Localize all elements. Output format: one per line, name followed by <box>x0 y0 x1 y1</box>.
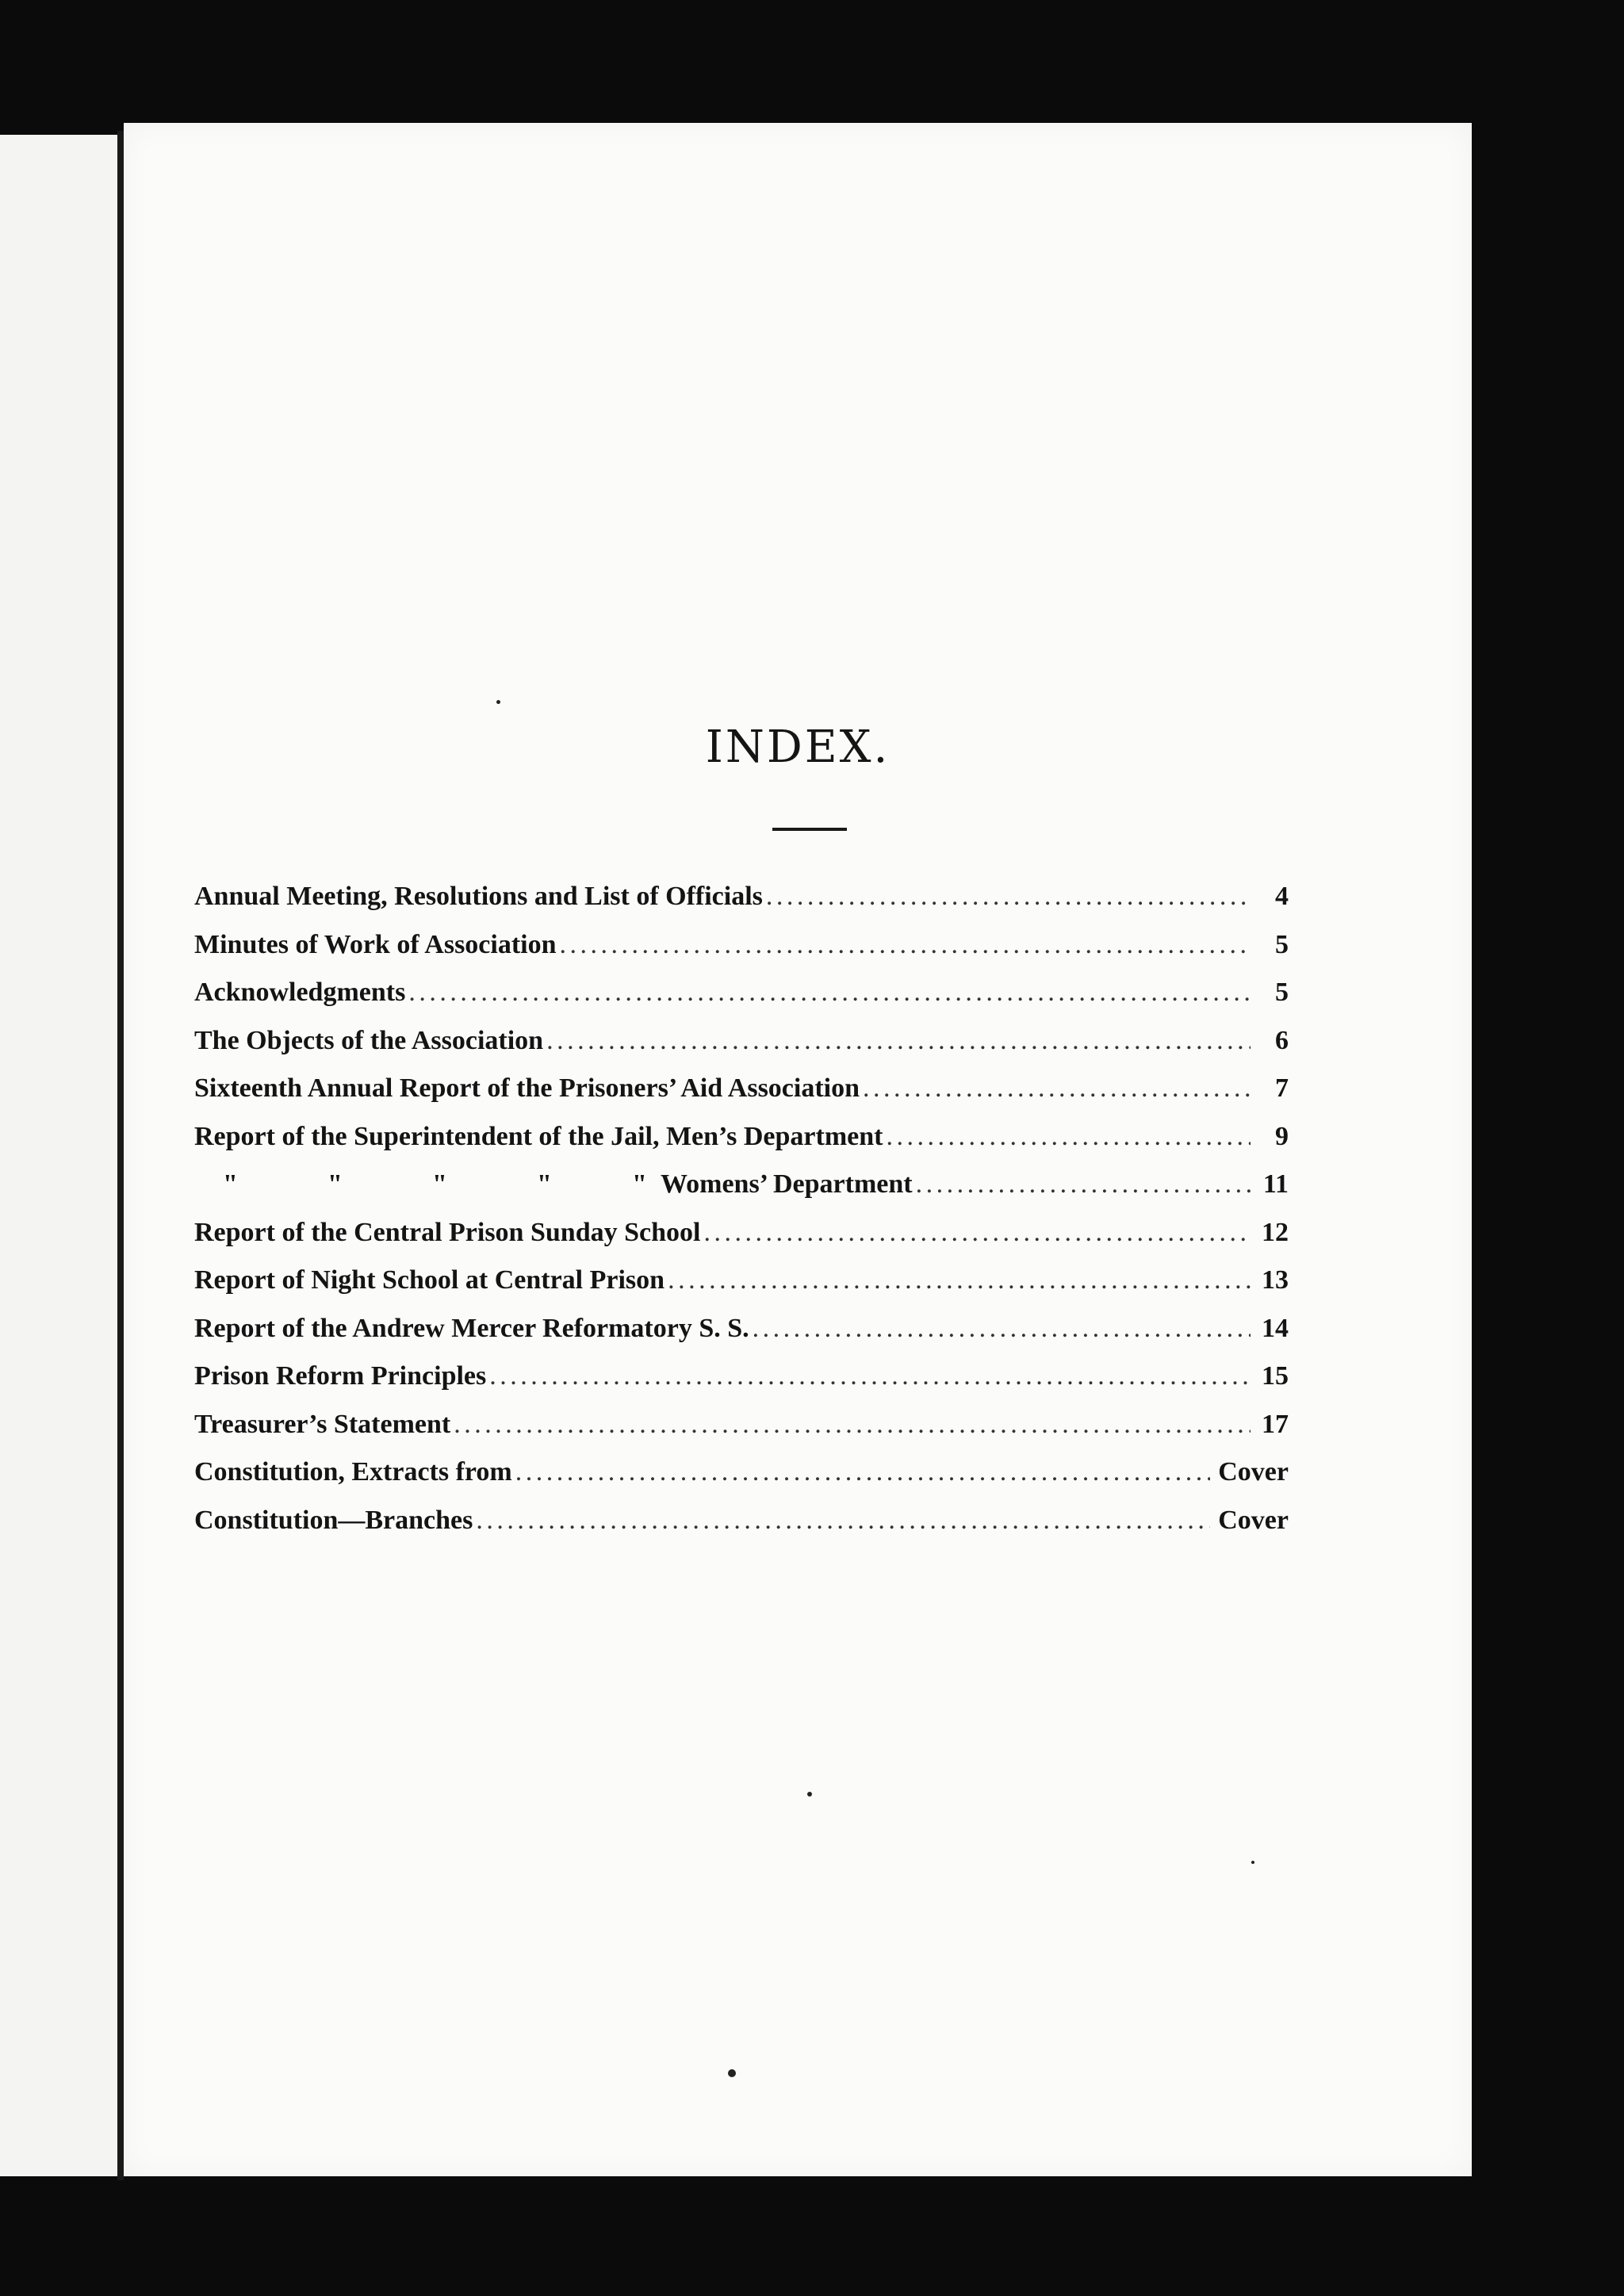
entry-page: 7 <box>1275 1073 1289 1103</box>
dot-leader <box>766 882 1251 912</box>
paper-speck <box>807 1792 812 1797</box>
index-entry <box>194 1026 1289 1074</box>
index-entry <box>194 1506 1289 1554</box>
entry-page: 13 <box>1262 1265 1289 1295</box>
index-entry <box>194 1122 1289 1170</box>
entry-title: Constitution—Branches <box>194 1505 473 1535</box>
paper-speck <box>1251 1861 1254 1864</box>
index-entry <box>194 930 1289 978</box>
entry-page: 4 <box>1275 882 1289 911</box>
index-list <box>194 882 1289 1553</box>
facing-page-edge <box>0 135 119 2176</box>
dot-leader <box>546 1026 1251 1056</box>
index-entry <box>194 1169 1289 1218</box>
entry-page: 9 <box>1275 1121 1289 1151</box>
paper-speck <box>496 700 500 704</box>
index-entry <box>194 1218 1289 1266</box>
dot-leader <box>863 1073 1251 1104</box>
dot-leader <box>916 1169 1251 1200</box>
entry-page: Cover <box>1218 1505 1289 1535</box>
entry-page: 15 <box>1262 1361 1289 1391</box>
ditto-mark: " <box>223 1169 238 1199</box>
dot-leader <box>560 930 1251 960</box>
ditto-mark: " <box>432 1169 447 1199</box>
entry-title: Sixteenth Annual Report of the Prisoners’ Aid Association <box>194 1073 860 1103</box>
entry-page: 14 <box>1262 1313 1289 1343</box>
index-entry <box>194 1457 1289 1506</box>
book-gutter <box>117 131 124 2180</box>
dot-leader <box>489 1361 1251 1391</box>
dot-leader <box>668 1265 1251 1295</box>
index-entry <box>194 882 1289 930</box>
dot-leader <box>753 1314 1251 1344</box>
entry-title-ditto <box>194 1169 913 1200</box>
ditto-mark: " <box>327 1169 343 1199</box>
page-title: INDEX. <box>705 721 891 773</box>
entry-title: Report of the Central Prison Sunday School <box>194 1217 701 1247</box>
index-entry <box>194 1265 1289 1314</box>
entry-title: Report of the Superintendent of the Jail, Men’s Department <box>194 1121 883 1151</box>
entry-title: The Objects of the Association <box>194 1025 544 1055</box>
index-entry <box>194 1073 1289 1122</box>
entry-title: Annual Meeting, Resolutions and List of Officials <box>194 882 763 911</box>
entry-page: 12 <box>1262 1217 1289 1247</box>
entry-page: 5 <box>1275 929 1289 959</box>
entry-title: Minutes of Work of Association <box>194 929 557 959</box>
dot-leader <box>408 978 1251 1008</box>
dot-leader <box>515 1457 1211 1487</box>
entry-title: Treasurer’s Statement <box>194 1409 451 1439</box>
entry-title: Constitution, Extracts from <box>194 1457 512 1487</box>
entry-title: Report of Night School at Central Prison <box>194 1265 665 1295</box>
ditto-mark: " <box>632 1169 647 1199</box>
index-entry <box>194 978 1289 1026</box>
index-entry <box>194 1361 1289 1410</box>
entry-page: Cover <box>1218 1457 1289 1487</box>
dot-leader <box>886 1122 1251 1152</box>
entry-title: Prison Reform Principles <box>194 1361 487 1391</box>
index-entry <box>194 1410 1289 1458</box>
index-entry <box>194 1314 1289 1362</box>
title-rule <box>772 828 847 831</box>
dot-leader <box>703 1218 1251 1248</box>
ditto-mark: " <box>537 1169 552 1199</box>
entry-page: 5 <box>1275 978 1289 1007</box>
entry-page: 11 <box>1262 1169 1289 1199</box>
entry-page: 17 <box>1262 1409 1289 1439</box>
entry-page: 6 <box>1275 1025 1289 1055</box>
entry-title: Report of the Andrew Mercer Reformatory S. S. <box>194 1313 749 1343</box>
entry-title: Acknowledgments <box>194 978 406 1007</box>
dot-leader <box>476 1506 1210 1536</box>
entry-title: Womens’ Department <box>661 1169 913 1199</box>
dot-leader <box>454 1410 1251 1440</box>
paper-speck <box>728 2069 736 2077</box>
